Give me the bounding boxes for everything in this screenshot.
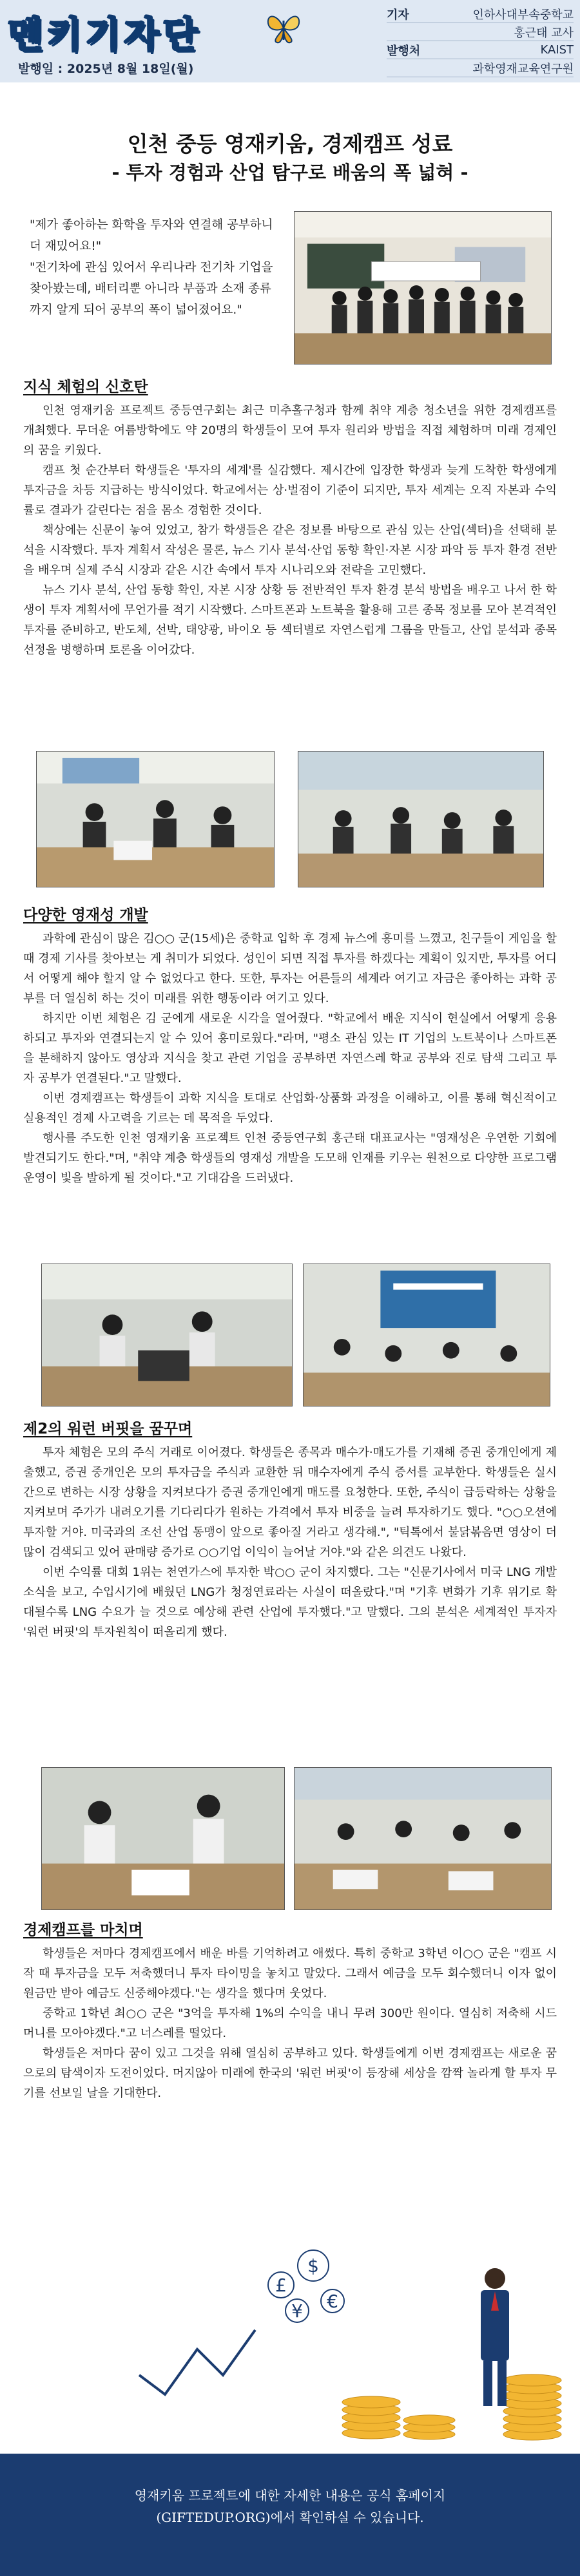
section-body	[23, 1944, 557, 2103]
paragraph: 책상에는 신문이 놓여 있었고, 참가 학생들은 같은 정보를 바탕으로 관심 있는 산업(섹터)을 선택해 분석을 시작했다. 투자 계획서 작성은 물론, 뉴스 기사 분석·산업 동향 확인·자본 시장 파악 등 투자 환경 전반을 배우며 실제 주식 시장과 같은 시간 속에서 투자 시나리오와 전략을 고민했다.	[23, 524, 557, 577]
paragraph: 이번 수익률 대회 1위는 천연가스에 투자한 박○○ 군이 차지했다. 그는 "신문기사에서 미국 LNG 개발 소식을 보고, 수입시기에 배웠던 LNG가 청정연료라는 사실이 떠올랐다."며 "기후 변화가 기후 위기로 확대될수록 LNG 수요가 늘 것으로 예상해 관련 산업에 투자했다."고 말했다. 그의 분석은 세계적인 투자자 '워런 버핏'의 투자원칙이 떠올리게 했다.	[23, 1566, 557, 1639]
article	[10, 89, 570, 2446]
meta-value: 과학영재교육연구원	[472, 62, 574, 76]
footer	[0, 2454, 580, 2576]
article-subtitle: - 투자 경험과 산업 탐구로 배움의 폭 넓혀 -	[111, 162, 469, 184]
paragraph: 학생들은 저마다 꿈이 있고 그것을 위해 열심히 공부하고 있다. 학생들에게 이번 경제캠프는 새로운 꿈으로의 탐색이자 도전이었다. 머지않아 미래에 한국의 '워런 버핏'이 등장해 세상을 깜짝 놀라게 할 투자 무기를 선보일 날을 기대한다.	[23, 2047, 557, 2100]
currency-symbol: £	[275, 2275, 287, 2296]
meta-key: 기자	[387, 8, 409, 22]
article-title: 인천 중등 영재키움, 경제캠프 성료	[127, 131, 453, 156]
paragraph: 과학에 관심이 많은 김○○ 군(15세)은 중학교 입학 후 경제 뉴스에 흥미를 느꼈고, 친구들이 게임을 할 때 경제 기사를 찾아보는 게 취미가 되었다. 성인이 되면 직접 투자를 하겠다는 계획이 있지만, 투자를 어디서 어떻게 해야 할지 알 수 없었다고 한다. 또한, 투자는 어른들의 세계라 여기고 자금은 좋아하는 과학 공부를 더 열심히 하는 것이 미래를 위한 행동이라 여기고 있다.	[23, 932, 557, 1005]
meta-value: KAIST	[540, 43, 574, 57]
meta-row	[387, 59, 574, 77]
laptop-photo	[41, 1264, 293, 1406]
issue-date: 발행일 : 2025년 8월 18일(월)	[18, 62, 194, 76]
paragraph: 학생들은 저마다 경제캠프에서 배운 바를 기억하려고 애썼다. 특히 중학교 3학년 이○○ 군은 "캠프 시작 때 투자금을 모두 저축했더니 투자 타이밍을 놓치고 말았다. 그래서 예금을 모두 회수했더니 이자 없이 원금만 받아 예금도 신중해야겠다."는 생각을 했다며 웃었다.	[23, 1947, 557, 2000]
paragraph: 하지만 이번 체험은 김 군에게 새로운 시각을 열어줬다. "학교에서 배운 지식이 현실에서 어떻게 응용하되고 투자와 연결되는지 알 수 있어 흥미로웠다."라며, "평소 관심 있는 IT 기업의 노트북이나 스마트폰을 분해하지 않아도 영상과 지식을 찾고 관련 기업을 공부하면 자연스레 학교 공부와 진로 탐색 그리고 투자 공부가 연결된다."고 말했다.	[23, 1012, 557, 1085]
meta-row	[387, 23, 574, 41]
meta-row	[387, 5, 574, 23]
newsletter-header	[0, 0, 580, 82]
paragraph: 투자 체험은 모의 주식 거래로 이어졌다. 학생들은 종목과 매수가·매도가를 기재해 증권 중개인에게 제출했고, 증권 중개인은 모의 투자금을 주식과 교환한 뒤 매수자에게 주식 증서를 교부한다. 학생들은 실시간으로 변하는 시장 상황을 지켜보다가 증권 중개인에게 매도를 요청한다. 또한, 주식이 급등락하는 상황을 지켜보며 주가가 내려오기를 기다리다가 원하는 가격에서 투자 비중을 늘려 투자하기도 했다. "○○오션에 투자할 거야. 미국과의 조선 산업 동맹이 앞으로 좋아질 거라고 생각해.", "틱톡에서 불닭볶음면 영상이 더 많이 검색되고 있어 판매량 증가로 ○○기업 이익이 늘어날 거야."와 같은 의견도 나왔다.	[23, 1446, 557, 1559]
intro-quotes	[30, 214, 281, 321]
meta-row	[387, 41, 574, 59]
desk-photo	[294, 1767, 552, 1910]
writing-photo	[41, 1767, 285, 1910]
investor-illustration	[10, 2182, 570, 2446]
currency-symbol: $	[307, 2255, 319, 2277]
lecture-photo	[303, 1264, 550, 1406]
classroom-photo	[298, 751, 544, 887]
section-body	[23, 401, 557, 660]
section-body	[23, 929, 557, 1188]
paragraph: 뉴스 기사 분석, 산업 동향 확인, 자본 시장 상황 등 전반적인 투자 환경 분석 방법을 배우고 나서 한 학생이 투자 계획서에 무언가를 적기 시작했다. 스마트폰과 노트북을 활용해 고른 종목 정보를 모아 본격적인 투자를 준비하고, 반도체, 선박, 태양광, 바이오 등 섹터별로 자연스럽게 그룹을 만들고, 산업 분석과 종목 선정을 병행하며 토론을 이어갔다.	[23, 583, 557, 657]
meta-value: 홍근태 교사	[514, 26, 574, 40]
paragraph: 중학교 1학년 최○○ 군은 "3억을 투자해 1%의 수익을 내니 무려 300만 원이다. 열심히 저축해 시드머니를 모아야겠다."고 너스레를 떨었다.	[23, 2007, 557, 2040]
footer-line: (GIFTEDUP.ORG)에서 확인하실 수 있습니다.	[156, 2510, 424, 2525]
classroom-photo	[36, 751, 275, 887]
section-body	[23, 1443, 557, 1642]
paragraph: 이번 경제캠프는 학생들이 과학 지식을 토대로 산업화·상품화 과정을 이해하고, 이를 통해 혁신적이고 실용적인 경제 사고력을 기르는 데 목적을 두었다.	[23, 1092, 557, 1125]
paragraph: 인천 영재키움 프로젝트 중등연구회는 최근 미추홀구청과 함께 취약 계층 청소년을 위한 경제캠프를 개최했다. 무더운 여름방학에도 약 20명의 학생들이 모여 투자 원리와 방법을 직접 체험하며 미래 경제인의 꿈을 키웠다.	[23, 404, 557, 457]
currency-symbol: €	[327, 2291, 338, 2312]
meta-value: 인하사대부속중학교	[472, 8, 574, 22]
meta-key: 발행처	[387, 44, 421, 58]
publication-info	[387, 5, 574, 77]
newsletter-logo: 멘키기자단	[8, 14, 202, 56]
group-photo	[294, 211, 552, 365]
paragraph: 행사를 주도한 인천 영재키움 프로젝트 인천 중등연구회 홍근태 대표교사는 "영재성은 우연한 기회에 발견되기도 한다."며, "취약 계층 학생들의 영재성 개발을 도모해 인재를 키우는 원천으로 다양한 프로그램 운영이 빛을 발하게 될 것이다."고 기대감을 드러냈다.	[23, 1132, 557, 1185]
section-heading: 제2의 워런 버핏을 꿈꾸며	[23, 1421, 193, 1437]
currency-symbol: ¥	[291, 2300, 303, 2322]
section-heading: 지식 체험의 신호탄	[23, 379, 148, 395]
butterfly-icon	[266, 12, 302, 45]
intro-quote: "제가 좋아하는 화학을 투자와 연결해 공부하니 더 재밌어요!"	[30, 218, 273, 253]
paragraph: 캠프 첫 순간부터 학생들은 '투자의 세계'를 실감했다. 제시간에 입장한 학생과 늦게 도착한 학생에게 투자금을 차등 지급하는 방식이었다. 학교에서는 상·벌점이 기준이 되지만, 투자 세계는 오직 자본과 수익률로 결과가 갈린다는 점을 몸소 경험한 것이다.	[23, 464, 557, 517]
section-heading: 다양한 영재성 개발	[23, 907, 148, 923]
section-heading: 경제캠프를 마치며	[23, 1922, 143, 1938]
footer-line: 영재키움 프로젝트에 대한 자세한 내용은 공식 홈페이지	[134, 2488, 446, 2503]
intro-quote: "전기차에 관심 있어서 우리나라 전기차 기업을 찾아봤는데, 배터리뿐 아니라 부품과 소재 종류까지 알게 되어 공부의 폭이 넓어졌어요."	[30, 261, 273, 317]
